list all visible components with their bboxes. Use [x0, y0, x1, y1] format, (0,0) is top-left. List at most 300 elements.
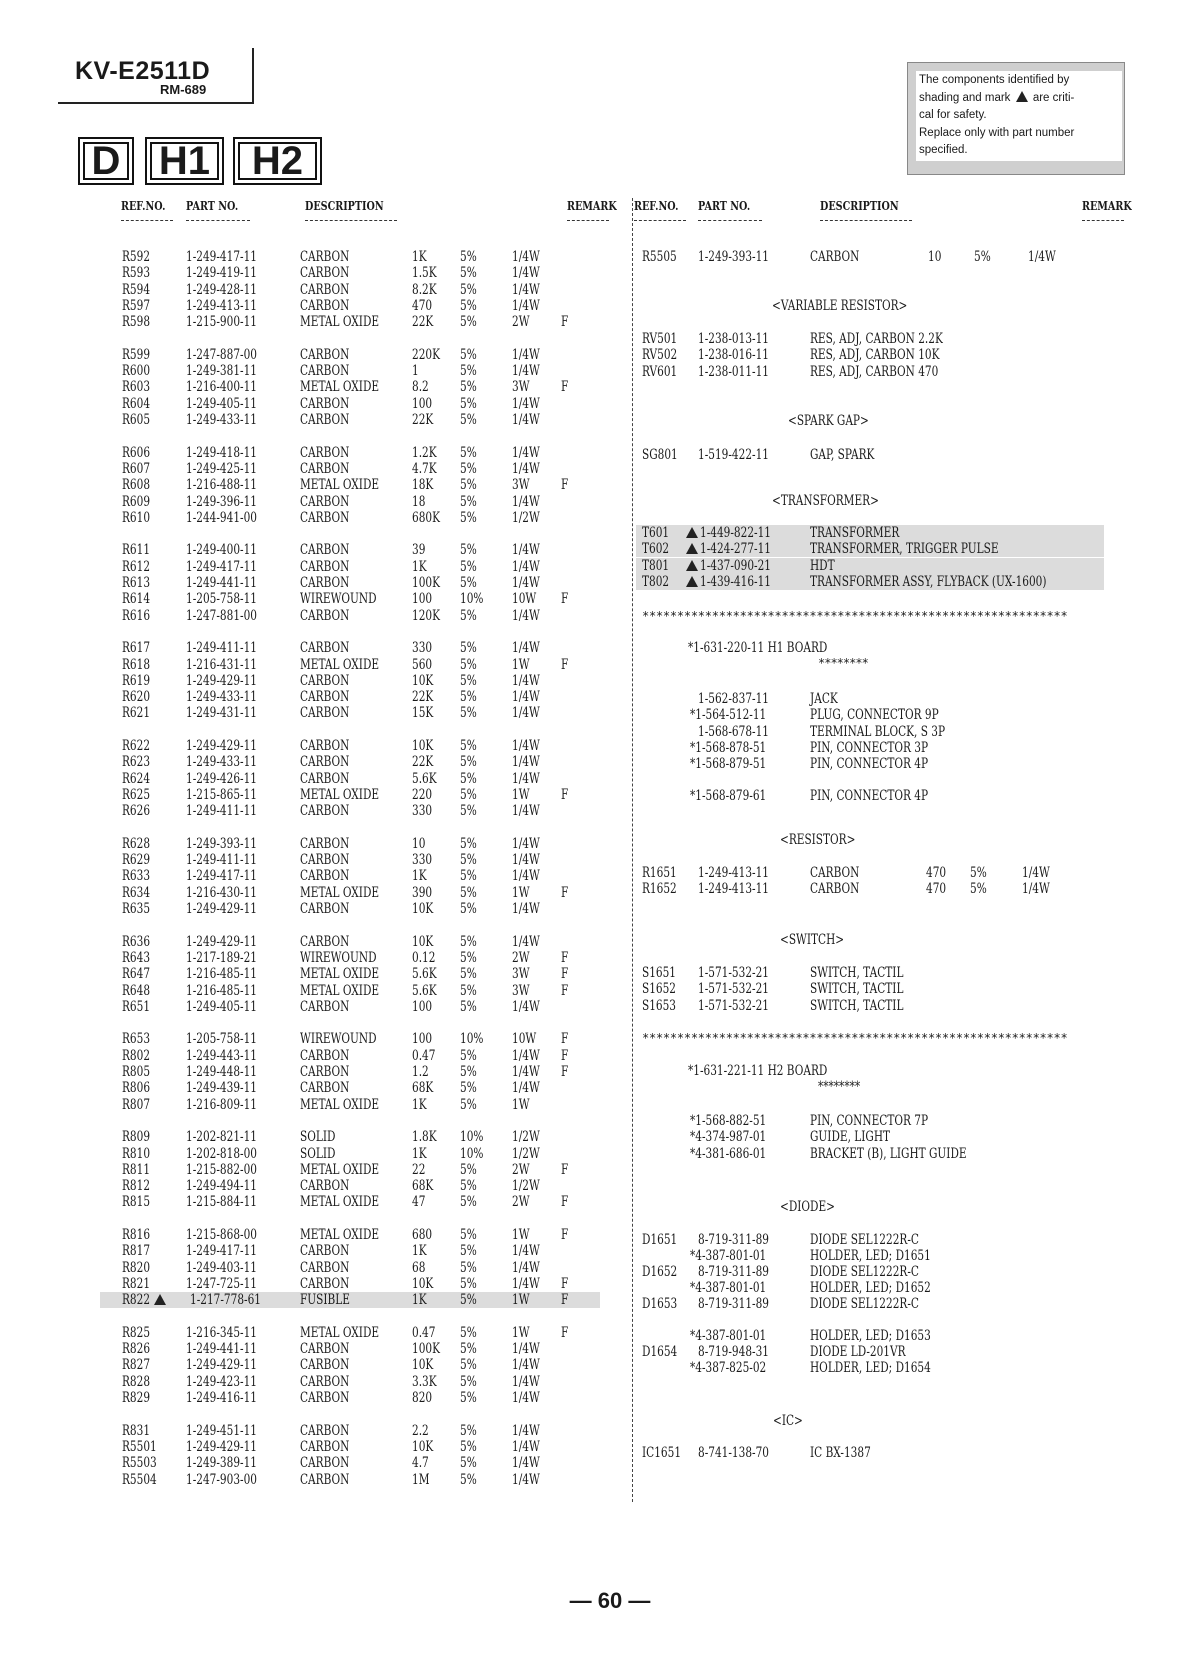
value-cell: 1.2	[412, 1064, 429, 1080]
table-row	[110, 477, 600, 493]
table-row	[110, 608, 600, 624]
table-row	[110, 510, 600, 526]
value-cell: 100K	[412, 1341, 440, 1358]
part-cell: 1-249-428-11	[186, 281, 257, 298]
desc-cell: BRACKET (B), LIGHT GUIDE	[810, 1145, 967, 1162]
part-cell: 1-205-758-11	[186, 1031, 257, 1048]
ref-cell: R636	[122, 933, 151, 950]
wattage-cell: 1W	[512, 884, 530, 901]
table-row	[110, 314, 600, 330]
wattage-cell: 1/4W	[512, 1373, 540, 1390]
wattage-cell: 1/4W	[512, 1341, 540, 1358]
value-cell: 820	[412, 1390, 433, 1406]
value-cell: 10	[412, 835, 426, 852]
part-cell: 1-247-881-00	[186, 607, 257, 624]
desc-cell: METAL OXIDE	[300, 1324, 380, 1341]
ref-cell: R626	[122, 803, 151, 820]
wattage-cell: 1/4W	[512, 672, 540, 689]
desc-cell: CARBON	[300, 689, 350, 706]
table-row	[110, 868, 600, 884]
remark-cell: F	[561, 982, 569, 999]
tolerance-cell: 5%	[460, 1178, 477, 1195]
part-cell: 1-249-416-11	[186, 1390, 257, 1406]
wattage-cell: 1/4W	[512, 738, 540, 754]
desc-cell: RES, ADJ, CARBON 10K	[810, 347, 940, 364]
part-cell: 1-249-411-11	[186, 640, 257, 657]
ref-cell: R599	[122, 346, 151, 363]
safety-note-line-2: shading and mark	[919, 91, 1011, 104]
value-cell: 1K	[412, 558, 427, 575]
desc-cell: CARBON	[300, 542, 350, 559]
table-row	[636, 1344, 1104, 1360]
ref-cell: RV501	[642, 331, 678, 347]
wattage-cell: 1/2W	[512, 1129, 540, 1146]
part-cell: 1-249-413-11	[698, 865, 769, 881]
wattage-cell: 1/4W	[512, 1243, 540, 1260]
value-cell: 15K	[412, 705, 434, 722]
table-row	[110, 803, 600, 819]
table-row	[636, 740, 1104, 756]
table-row	[636, 881, 1104, 897]
table-row	[636, 1264, 1104, 1280]
part-cell: 1-216-430-11	[186, 884, 257, 901]
desc-cell: CARBON	[300, 672, 350, 689]
value-cell: 1	[412, 363, 419, 380]
tolerance-cell: 5%	[460, 444, 477, 461]
value-cell: 10K	[412, 1357, 434, 1374]
table-row	[110, 673, 600, 689]
value-cell: 8.2K	[412, 281, 437, 298]
part-cell: 1-249-425-11	[186, 460, 257, 477]
table-row	[636, 249, 1104, 265]
value-cell: 10	[928, 249, 942, 265]
part-cell: 1-249-400-11	[186, 542, 257, 559]
table-row	[110, 591, 600, 607]
col-header-ref-right: REF.NO.	[634, 199, 679, 213]
desc-cell: CARBON	[300, 1341, 350, 1358]
desc-cell: CARBON	[300, 297, 350, 314]
part-cell: 1-216-485-11	[186, 982, 257, 999]
part-cell: 1-238-013-11	[698, 331, 769, 347]
remark-cell: F	[561, 1275, 569, 1292]
tolerance-cell: 5%	[460, 1292, 477, 1309]
wattage-cell: 1/4W	[1022, 865, 1050, 881]
safety-note-line-6: specified.	[919, 144, 968, 156]
ref-cell: R594	[122, 281, 151, 298]
part-cell: 1-202-821-11	[186, 1129, 257, 1146]
board-h1-heading: *1-631-220-11 H1 BOARD	[688, 640, 828, 656]
part-cell: 1-249-417-11	[186, 249, 257, 265]
ref-cell: R600	[122, 363, 151, 380]
wattage-cell: 2W	[512, 314, 530, 331]
remark-cell: F	[561, 1161, 569, 1178]
tolerance-cell: 5%	[460, 689, 477, 706]
desc-cell: METAL OXIDE	[300, 786, 380, 803]
tolerance-cell: 5%	[460, 363, 477, 380]
table-row	[110, 836, 600, 852]
remark-cell: F	[561, 379, 569, 396]
wattage-cell: 1/4W	[512, 754, 540, 771]
ref-cell: R617	[122, 640, 151, 657]
part-cell: 1-249-389-11	[186, 1455, 257, 1472]
desc-cell: CARBON	[300, 1047, 350, 1064]
desc-cell: CARBON	[810, 881, 860, 898]
desc-cell: CARBON	[300, 998, 350, 1015]
table-row	[110, 265, 600, 281]
part-cell: 1-249-426-11	[186, 770, 257, 787]
wattage-cell: 3W	[512, 379, 530, 396]
column-divider	[632, 198, 633, 1502]
ref-cell: T602	[642, 541, 670, 558]
part-cell: 1-249-443-11	[186, 1047, 257, 1064]
table-row	[636, 1280, 1104, 1296]
remark-cell: F	[561, 949, 569, 966]
ref-cell: R622	[122, 738, 151, 754]
section-variable-resistor: <VARIABLE RESISTOR>	[772, 298, 908, 314]
ref-cell: R628	[122, 835, 151, 852]
desc-cell: DIODE LD-201VR	[810, 1344, 906, 1360]
wattage-cell: 1/4W	[512, 363, 540, 380]
value-cell: 100	[412, 1031, 433, 1048]
table-row	[110, 379, 600, 395]
table-row	[636, 541, 1104, 557]
tolerance-cell: 5%	[460, 558, 477, 575]
ref-cell: R598	[122, 314, 151, 331]
part-cell: 1-249-441-11	[186, 1341, 257, 1358]
part-cell: 1-249-411-11	[186, 803, 257, 820]
desc-cell: CARBON	[300, 705, 350, 722]
value-cell: 1.5K	[412, 265, 437, 282]
wattage-cell: 1/4W	[512, 1455, 540, 1472]
table-row	[110, 298, 600, 314]
ref-cell: R620	[122, 689, 151, 706]
wattage-cell: 1/4W	[512, 281, 540, 298]
table-row	[636, 707, 1104, 723]
tolerance-cell: 5%	[460, 607, 477, 624]
table-row	[636, 447, 1104, 463]
remark-cell: F	[561, 786, 569, 803]
desc-cell: JACK	[810, 691, 838, 707]
tolerance-cell: 5%	[460, 1357, 477, 1374]
table-row	[110, 754, 600, 770]
tolerance-cell: 5%	[460, 1373, 477, 1390]
warning-triangle-icon	[686, 576, 698, 587]
ref-cell: R806	[122, 1080, 151, 1097]
ref-cell: R810	[122, 1145, 151, 1162]
table-row	[110, 1374, 600, 1390]
value-cell: 220K	[412, 346, 440, 363]
value-cell: 560	[412, 656, 433, 673]
table-row	[636, 574, 1104, 590]
tolerance-cell: 5%	[460, 379, 477, 396]
value-cell: 1.2K	[412, 444, 437, 461]
part-cell: 1-205-758-11	[186, 591, 257, 608]
part-cell: 1-249-405-11	[186, 395, 257, 412]
tolerance-cell: 5%	[460, 1096, 477, 1113]
value-cell: 10K	[412, 901, 434, 917]
desc-cell: CARBON	[300, 901, 350, 917]
remark-cell: F	[561, 966, 569, 983]
wattage-cell: 1/4W	[512, 493, 540, 510]
table-row	[110, 494, 600, 510]
ref-cell: R5505	[642, 249, 677, 265]
board-h2-heading: *1-631-221-11 H2 BOARD	[688, 1063, 828, 1079]
wattage-cell: 1/4W	[512, 297, 540, 314]
ref-cell: R621	[122, 705, 151, 722]
part-cell: 1-249-429-11	[186, 738, 257, 754]
wattage-cell: 1/4W	[512, 705, 540, 722]
part-cell: 1-249-429-11	[186, 901, 257, 917]
desc-cell: CARBON	[300, 346, 350, 363]
wattage-cell: 1/4W	[512, 395, 540, 412]
remark-cell: F	[561, 656, 569, 673]
value-cell: 1K	[412, 1292, 427, 1309]
value-cell: 22	[412, 1161, 426, 1178]
wattage-cell: 1/4W	[512, 542, 540, 559]
tolerance-cell: 5%	[974, 249, 991, 265]
wattage-cell: 10W	[512, 591, 537, 608]
desc-cell: CARBON	[300, 1373, 350, 1390]
ref-cell: R815	[122, 1194, 151, 1211]
remark-cell: F	[561, 1292, 569, 1309]
value-cell: 39	[412, 542, 426, 559]
table-row	[110, 771, 600, 787]
ref-cell: S1653	[642, 997, 677, 1014]
safety-note-line-5: Replace only with part number	[919, 126, 1075, 139]
desc-cell: WIREWOUND	[300, 949, 377, 966]
part-cell: 1-247-887-00	[186, 346, 257, 363]
table-row	[636, 1328, 1104, 1344]
part-cell: 1-424-277-11	[700, 541, 771, 558]
ref-cell: R831	[122, 1422, 151, 1439]
ref-cell: R653	[122, 1031, 151, 1048]
tolerance-cell: 5%	[460, 249, 477, 265]
part-cell: 1-568-678-11	[698, 723, 769, 740]
tolerance-cell: 5%	[970, 865, 987, 881]
desc-cell: CARBON	[810, 249, 860, 265]
value-cell: 10K	[412, 933, 434, 950]
wattage-cell: 1/4W	[512, 689, 540, 706]
part-cell: 1-249-433-11	[186, 689, 257, 706]
tolerance-cell: 5%	[460, 998, 477, 1015]
part-cell: *4-381-686-01	[690, 1145, 767, 1162]
ref-cell: R821	[122, 1275, 151, 1292]
table-row	[110, 249, 600, 265]
section-transformer: <TRANSFORMER>	[772, 493, 879, 509]
tolerance-cell: 5%	[460, 1243, 477, 1260]
ref-cell: R607	[122, 460, 151, 477]
ref-cell: R5501	[122, 1438, 157, 1455]
tolerance-cell: 5%	[460, 982, 477, 999]
part-cell: 8-719-948-31	[698, 1344, 769, 1360]
table-row	[636, 1296, 1104, 1312]
value-cell: 18	[412, 493, 426, 510]
section-resistor: <RESISTOR>	[780, 832, 856, 848]
table-row	[110, 1357, 600, 1373]
part-cell: *1-564-512-11	[690, 707, 767, 724]
ref-cell: RV502	[642, 347, 678, 364]
value-cell: 10K	[412, 738, 434, 754]
safety-note-line-4: cal for safety.	[919, 109, 987, 121]
desc-cell: TRANSFORMER	[810, 525, 900, 541]
part-cell: *1-568-879-61	[690, 788, 767, 804]
table-row	[636, 691, 1104, 707]
wattage-cell: 1/4W	[512, 1259, 540, 1276]
ref-cell: R592	[122, 249, 151, 265]
value-cell: 22K	[412, 412, 434, 428]
safety-note	[907, 62, 1125, 175]
desc-cell: CARBON	[300, 852, 350, 869]
underline	[186, 220, 250, 221]
table-row	[110, 1276, 600, 1292]
value-cell: 10K	[412, 1438, 434, 1455]
ref-cell: R825	[122, 1324, 151, 1341]
tolerance-cell: 10%	[460, 1129, 484, 1146]
desc-cell: SWITCH, TACTIL	[810, 981, 904, 998]
ref-cell: R623	[122, 754, 151, 771]
table-row	[110, 445, 600, 461]
wattage-cell: 1W	[512, 786, 530, 803]
ref-cell: R609	[122, 493, 151, 510]
wattage-cell: 1/4W	[512, 460, 540, 477]
desc-cell: PIN, CONNECTOR 4P	[810, 756, 929, 773]
table-row	[110, 347, 600, 363]
desc-cell: CARBON	[300, 835, 350, 852]
tolerance-cell: 5%	[460, 786, 477, 803]
desc-cell: RES, ADJ, CARBON 470	[810, 363, 939, 380]
value-cell: 4.7	[412, 1455, 429, 1472]
ref-cell: R805	[122, 1064, 151, 1080]
part-cell: 1-249-448-11	[186, 1064, 257, 1080]
remark-cell: F	[561, 314, 569, 331]
tolerance-cell: 5%	[460, 966, 477, 983]
desc-cell: PIN, CONNECTOR 4P	[810, 788, 929, 804]
tolerance-cell: 5%	[460, 640, 477, 657]
part-cell: 1-244-941-00	[186, 509, 257, 526]
part-cell: *4-387-801-01	[690, 1248, 767, 1264]
table-row	[110, 1455, 600, 1471]
part-cell: 1-215-868-00	[186, 1227, 257, 1243]
part-cell: 1-202-818-00	[186, 1145, 257, 1162]
underline	[121, 220, 173, 221]
table-row	[636, 756, 1104, 772]
value-cell: 120K	[412, 607, 440, 624]
table-row	[110, 1031, 600, 1047]
remark-cell: F	[561, 1047, 569, 1064]
ref-cell: R5503	[122, 1455, 157, 1472]
table-row	[110, 1260, 600, 1276]
ref-cell: R616	[122, 607, 151, 624]
desc-cell: CARBON	[300, 640, 350, 657]
section-diode: <DIODE>	[780, 1199, 836, 1215]
ref-cell: R606	[122, 444, 151, 461]
table-row	[636, 788, 1104, 804]
value-cell: 680	[412, 1227, 433, 1243]
table-row	[110, 1423, 600, 1439]
desc-cell: METAL OXIDE	[300, 477, 380, 494]
part-cell: 1-216-345-11	[186, 1324, 257, 1341]
desc-cell: CARBON	[300, 803, 350, 820]
wattage-cell: 1/4W	[512, 249, 540, 265]
wattage-cell: 1/2W	[512, 509, 540, 526]
tolerance-cell: 5%	[460, 265, 477, 282]
part-cell: 1-449-822-11	[700, 525, 771, 541]
board-h1-stars: ********	[818, 656, 868, 670]
ref-cell: R651	[122, 998, 151, 1015]
part-cell: 1-249-439-11	[186, 1080, 257, 1097]
value-cell: 1K	[412, 249, 427, 265]
wattage-cell: 1/4W	[512, 1357, 540, 1374]
part-cell: 1-249-494-11	[186, 1178, 257, 1195]
wattage-cell: 1/4W	[1028, 249, 1056, 265]
tolerance-cell: 5%	[460, 852, 477, 869]
ref-cell: S1651	[642, 965, 677, 981]
table-row	[636, 965, 1104, 981]
part-cell: 1-249-423-11	[186, 1373, 257, 1390]
wattage-cell: 1/4W	[512, 607, 540, 624]
desc-cell: PIN, CONNECTOR 3P	[810, 739, 929, 756]
desc-cell: SWITCH, TACTIL	[810, 965, 904, 981]
tolerance-cell: 5%	[460, 575, 477, 591]
value-cell: 22K	[412, 314, 434, 331]
table-row	[636, 865, 1104, 881]
remark-cell: F	[561, 591, 569, 608]
tolerance-cell: 5%	[460, 672, 477, 689]
wattage-cell: 1/4W	[512, 770, 540, 787]
tolerance-cell: 5%	[460, 1227, 477, 1243]
part-cell: 1-238-016-11	[698, 347, 769, 364]
desc-cell: CARBON	[810, 865, 860, 881]
warning-triangle-icon	[686, 543, 698, 554]
ref-cell: R802	[122, 1047, 151, 1064]
part-cell: 1-249-403-11	[186, 1259, 257, 1276]
ref-cell: R618	[122, 656, 151, 673]
part-cell: 1-249-433-11	[186, 754, 257, 771]
desc-cell: DIODE SEL1222R-C	[810, 1296, 919, 1312]
desc-cell: CARBON	[300, 558, 350, 575]
ref-cell: R647	[122, 966, 151, 983]
part-cell: 8-719-311-89	[698, 1296, 769, 1312]
wattage-cell: 1/2W	[512, 1145, 540, 1162]
underline	[567, 220, 609, 221]
board-h2-stars: ********	[818, 1079, 861, 1095]
ref-cell: R611	[122, 542, 151, 559]
wattage-cell: 1/2W	[512, 1178, 540, 1195]
desc-cell: CARBON	[300, 1275, 350, 1292]
part-cell: 1-215-900-11	[186, 314, 257, 331]
wattage-cell: 1/4W	[512, 346, 540, 363]
remark-cell: F	[561, 1324, 569, 1341]
part-cell: 1-215-884-11	[186, 1194, 257, 1211]
warning-triangle-icon	[686, 527, 698, 538]
table-row	[110, 575, 600, 591]
part-cell: 1-249-411-11	[186, 852, 257, 869]
desc-cell: METAL OXIDE	[300, 1227, 380, 1243]
tolerance-cell: 5%	[460, 884, 477, 901]
ref-cell: R597	[122, 297, 151, 314]
wattage-cell: 1/4W	[512, 901, 540, 917]
ref-cell: R604	[122, 395, 151, 412]
desc-cell: CARBON	[300, 249, 350, 265]
value-cell: 1K	[412, 1145, 427, 1162]
value-cell: 68	[412, 1259, 426, 1276]
table-row	[110, 559, 600, 575]
ref-cell: RV601	[642, 363, 678, 380]
ref-cell: R816	[122, 1227, 151, 1243]
wattage-cell: 1W	[512, 1292, 530, 1309]
ref-cell: R634	[122, 884, 151, 901]
part-cell: *1-568-879-51	[690, 756, 767, 773]
